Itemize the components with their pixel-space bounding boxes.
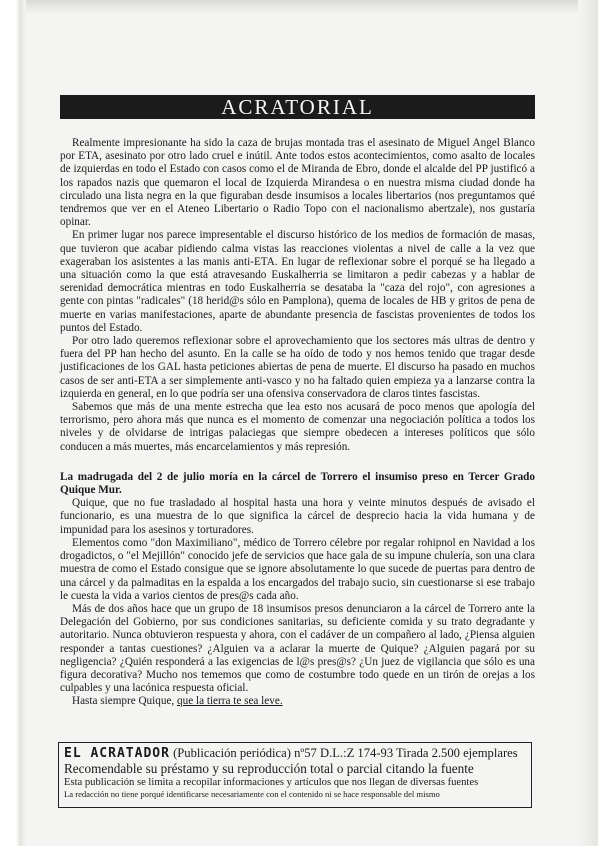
footer-sources-note: Esta publicación se limita a recopilar informaciones y artículos que nos llegan de diversas fuentes [64, 777, 479, 788]
paragraph-quique: Quique, que no fue trasladado al hospital hasta una hora y veinte minutos después de avisado el funcionario, es una muestra de lo que significa la cárcel de desprecio hacia la vida humana y de impunidad para los asesinos y torturadores. [60, 497, 535, 536]
footer-issue-details: (Publicación periódica) nº57 D.L.:Z 174-93 Tirada 2.500 ejemplares [169, 746, 518, 760]
publication-logo: EL ACRATADOR [64, 746, 170, 761]
paragraph-media: En primer lugar nos parece impresentable el discurso histórico de los medios de formación de masas, que tuvieron que acabar pidiendo calma vistas las reacciones violentas a nivel de calle a la vez que exageraban los asistentes a las manis anti-ETA. En lugar de reflexionar sobre el porqué se ha llegado a una situación como la que está atravesando Euskalherria se limitaron a pedir cabezas y a hablar de serenidad democrática mientras en todo Euskalherria se desataba la "caza del rojo", con agresiones a gente con pintas "radicales" (18 herid@s sólo en Pamplona), quema de locales de HB y gritos de pena de muerte en varias manifestaciones, aparte de abundante presencia de fascistas provenientes de todos los puntos del Estado. [60, 229, 535, 334]
closing-line [60, 695, 535, 708]
page-left-edge [0, 0, 26, 846]
paragraph-complaint: Más de dos años hace que un grupo de 18 insumisos presos denunciaron a la cárcel de Torrero ante la Delegación del Gobierno, por sus condiciones sanitarias, su deficiente comida y su trato degradante y autoritario. Nunca obtuvieron respuesta y ahora, con el cadáver de un compañero al lado, ¿Piensa alguien responder a tantas cuestiones? ¿Alguien va a aclarar la muerte de Quique? ¿Alguien pagará por su negligencia? ¿Quién responderá a las exigencias de l@s pres@s? ¿Un juez de vigilancia que sólo es una figura decorativa? Mucho nos tememos que como de costumbre todo quede en un tirón de orejas a los culpables y una lacónica respuesta oficial. [60, 602, 535, 695]
publication-footer-box [58, 742, 532, 808]
paragraph-intro: Realmente impresionante ha sido la caza de brujas montada tras el asesinato de Miguel Angel Blanco por ETA, asesinato por otro lado cruel e inútil. Ante todos estos acontecimientos, como asalto de locales de izquierdas en todo el Estado con casos como el de Miranda de Ebro, donde el alcalde del PP justificó a los rapados nazis que quemaron el local de Izquierda Mirandesa o en nuestra misma ciudad donde ha circulado una lista negra en la que figuraban desde insumisos a locales libertarios (nos preguntamos qué tendremos que ver en el Ateneo Libertario o Radio Topo con el nacionalismo abertzale), nos gustaría opinar. [60, 137, 535, 229]
footer-reproduction-note: Recomendable su préstamo y su reproducción total o parcial citando la fuente [64, 761, 474, 776]
article-body [60, 137, 535, 709]
closing-underlined: que la tierra te sea leve. [177, 695, 283, 708]
footer-publication-info [64, 746, 527, 761]
page-right-edge [578, 0, 598, 846]
section-headline: La madrugada del 2 de julio moría en la cárcel de Torrero el insumiso preso en Tercer Grado Quique Mur. [60, 470, 535, 497]
page-title: ACRATORIAL [221, 95, 374, 119]
page-top-shadow [0, 0, 598, 14]
paragraph-negotiation: Sabemos que más de una mente estrecha que lea esto nos acusará de poco menos que apología del terrorismo, pero ahora más que nunca es el momento de comenzar una negociación política a todos los niveles y de olvidarse de intrigas palaciegas que siempre obedecen a intereses políticos que sólo conducen a más muertes, más encarcelamientos y más represión. [60, 401, 535, 453]
paragraph-elements: Elementos como "don Maximiliano", médico de Torrero célebre por regalar rohipnol en Navidad a los drogadictos, o "el Mejillón" conocido jefe de servicios que hace gala de su impune chulería, son una clara muestra de como el Estado consigue que se ignore absolutamente lo que sucede de puertas para dentro de una cárcel y da palmaditas en la espalda a los encargados del trabajo sucio, sin cuestionarse si ese trabajo le cuesta la vida a varios cientos de pres@s cada año. [60, 536, 535, 602]
footer-disclaimer: La redacción no tiene porqué identificarse necesariamente con el contenido ni se hace responsable del mismo [64, 789, 440, 799]
masthead-banner [60, 95, 535, 119]
paragraph-ultras: Por otro lado queremos reflexionar sobre el aprovechamiento que los sectores más ultras de dentro y fuera del PP han hecho del asunto. En la calle se ha oído de todo y nos hemos tenido que tragar desde justificaciones de los GAL hasta peticiones abiertas de pena de muerte. El discurso ha pasado en muchos casos de ser anti-ETA a ser simplemente anti-vasco y no ha faltado quien empieza ya a lanzarse contra la izquierda en general, en lo que podría ser una ofensiva conservadora de claros tintes fascistas. [60, 335, 535, 400]
closing-text: Hasta siempre Quique, [72, 695, 178, 708]
